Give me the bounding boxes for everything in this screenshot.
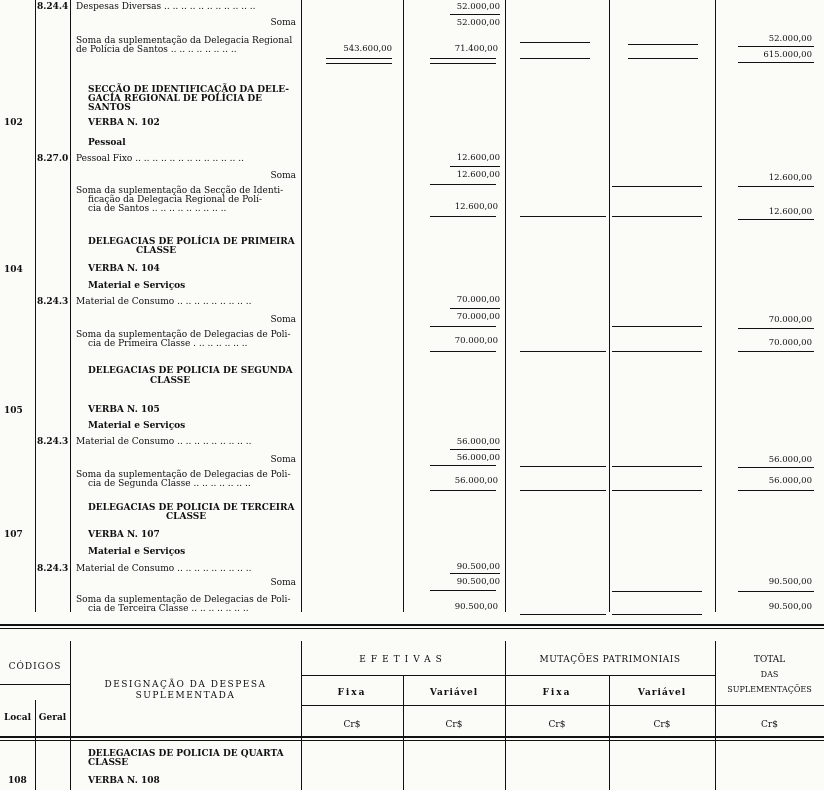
col-rule-designation: [301, 0, 302, 612]
soma-variavel-value: 12.600,00: [456, 170, 500, 180]
item-code: 8.24.3: [37, 437, 69, 447]
col-rule-fixa: [403, 0, 404, 612]
soma-label: Soma: [270, 578, 296, 588]
rule: [301, 705, 824, 706]
grand-total-value: 70.000,00: [768, 315, 812, 325]
total-label-line1: Soma da suplementação da Secção de Identi-: [76, 186, 284, 196]
grand-total-value: 12.600,00: [768, 207, 812, 217]
soma-label: Soma: [270, 18, 296, 28]
rule: [520, 490, 606, 491]
soma-label: Soma: [270, 171, 296, 181]
header-geral: Geral: [38, 713, 67, 723]
section-heading: CLASSE: [150, 376, 191, 386]
col-rule-variavel: [505, 0, 506, 612]
rule: [430, 490, 496, 491]
col-rule-local: [35, 0, 36, 612]
table-top-rule: [0, 624, 824, 626]
grand-total-value: 90.500,00: [768, 577, 812, 587]
soma-label: Soma: [270, 455, 296, 465]
rule: [738, 490, 814, 491]
grand-total-value: 90.500,00: [768, 602, 812, 612]
subheading: Material e Serviços: [88, 281, 186, 291]
rule: [520, 58, 590, 59]
verba-label: VERBA N. 104: [88, 264, 160, 274]
variavel-value: 56.000,00: [456, 437, 500, 447]
section-heading: CLASSE: [88, 758, 129, 768]
total-label-line1: Soma da suplementação de Delegacias de Poli-: [76, 595, 291, 605]
header-local: Local: [3, 713, 32, 723]
total-label-line2: ficação da Delegacia Regional de Polí-: [88, 195, 263, 205]
rule: [628, 44, 698, 45]
item-code: 8.24.4: [37, 2, 69, 12]
item-label: Material de Consumo .. .. .. .. .. .. .. .. ..: [76, 564, 252, 574]
soma-variavel-value: 52.000,00: [456, 18, 500, 28]
total-label-line2: cia de Segunda Classe .. .. .. .. .. .. ..: [88, 479, 251, 489]
unit-label: Cr$: [548, 720, 566, 730]
header-total: DAS: [760, 670, 779, 679]
rule: [612, 614, 702, 615]
grand-total-value: 615.000,00: [763, 50, 812, 60]
total-variavel-value: 71.400,00: [454, 44, 498, 54]
header-fixa: Fixa: [542, 688, 572, 698]
rule: [612, 351, 702, 352]
verba-label: VERBA N. 107: [88, 530, 160, 540]
rule: [430, 590, 496, 591]
col-rule-mut-fixa: [609, 0, 610, 612]
grand-total-value: 56.000,00: [768, 455, 812, 465]
unit-label: Cr$: [761, 720, 778, 730]
header-fixa: Fixa: [337, 688, 367, 698]
item-code: 8.24.3: [37, 297, 69, 307]
hdr-rule: [70, 641, 71, 790]
item-label: Despesas Diversas .. .. .. .. .. .. .. .. .. .. ..: [76, 2, 256, 12]
header-efetivas: EFETIVAS: [359, 655, 447, 665]
verba-code: 108: [8, 776, 27, 786]
rule: [520, 466, 606, 467]
unit-label: Cr$: [343, 720, 361, 730]
soma-label: Soma: [270, 315, 296, 325]
rule: [612, 216, 702, 217]
rule: [612, 591, 702, 592]
col-rule-mut-variavel: [715, 0, 716, 612]
total-label-line3: cia de Santos .. .. .. .. .. .. .. .. ..: [88, 204, 227, 214]
rule: [0, 684, 70, 685]
rule: [430, 326, 496, 327]
rule: [326, 58, 392, 59]
section-heading: CLASSE: [166, 512, 207, 522]
section-heading: DELEGACIAS DE POLICIA DE SEGUNDA: [88, 366, 293, 376]
verba-label: VERBA N. 108: [88, 776, 160, 786]
subheading: Material e Serviços: [88, 547, 186, 557]
grand-total-value: 12.600,00: [768, 173, 812, 183]
rule: [612, 326, 702, 327]
header-total: TOTAL: [753, 655, 786, 665]
total-label-line2: cia de Primeira Classe . .. .. .. .. .. ..: [88, 339, 248, 349]
section-heading: DELEGACIAS DE POLÍCIA DE PRIMEIRA: [88, 237, 295, 247]
rule: [520, 42, 590, 43]
total-variavel-value: 56.000,00: [454, 476, 498, 486]
rule: [738, 186, 814, 187]
unit-label: Cr$: [653, 720, 671, 730]
section-heading: SANTOS: [88, 103, 131, 113]
fixa-value: 543.600,00: [343, 44, 392, 54]
rule: [450, 308, 500, 309]
header-bottom-rule-2: [0, 740, 824, 741]
rule: [738, 46, 814, 47]
rule: [450, 14, 500, 15]
rule: [450, 166, 500, 167]
rule: [520, 614, 606, 615]
variavel-value: 70.000,00: [456, 295, 500, 305]
item-label: Pessoal Fixo .. .. .. .. .. .. .. .. .. .. .. .. ..: [76, 154, 244, 164]
rule: [520, 216, 606, 217]
variavel-value: 12.600,00: [456, 153, 500, 163]
total-label-line2: cia de Terceira Classe .. .. .. .. .. .. ..: [88, 604, 249, 614]
verba-label: VERBA N. 102: [88, 118, 160, 128]
item-code: 8.24.3: [37, 564, 69, 574]
rule: [326, 63, 392, 64]
header-designacao: DESIGNAÇÃO DA DESPESA: [104, 680, 267, 690]
grand-total-value: 52.000,00: [768, 34, 812, 44]
rule: [450, 449, 500, 450]
rule: [738, 351, 814, 352]
rule: [430, 351, 496, 352]
item-label: Material de Consumo .. .. .. .. .. .. .. .. ..: [76, 297, 252, 307]
verba-label: VERBA N. 105: [88, 405, 160, 415]
total-variavel-value: 12.600,00: [454, 202, 498, 212]
unit-label: Cr$: [445, 720, 463, 730]
total-label-line1: Soma da suplementação de Delegacias de Poli-: [76, 470, 291, 480]
rule: [430, 58, 496, 59]
rule: [738, 62, 814, 63]
header-mutacoes: MUTAÇÕES PATRIMONIAIS: [539, 655, 681, 665]
verba-code: 107: [4, 530, 23, 540]
rule: [450, 573, 500, 574]
rule: [738, 467, 814, 468]
section-heading: CLASSE: [136, 246, 177, 256]
rule: [301, 675, 715, 676]
rule: [430, 63, 496, 64]
rule: [738, 328, 814, 329]
header-variavel: Variável: [429, 688, 479, 698]
header-variavel: Variável: [637, 688, 687, 698]
table-top-rule-2: [0, 628, 824, 629]
section-heading: GACIA REGIONAL DE POLÍCIA DE: [88, 94, 263, 104]
rule: [612, 466, 702, 467]
col-rule-geral: [70, 0, 71, 612]
grand-total-value: 56.000,00: [768, 476, 812, 486]
section-heading: DELEGACIAS DE POLICIA DE QUARTA: [88, 749, 284, 759]
header-codigos: CÓDIGOS: [8, 662, 62, 672]
total-label-line1: Soma da suplementação da Delegacia Regional: [76, 36, 293, 46]
total-variavel-value: 70.000,00: [454, 336, 498, 346]
item-label: Material de Consumo .. .. .. .. .. .. .. .. ..: [76, 437, 252, 447]
total-label-line1: Soma da suplementação de Delegacias de Poli-: [76, 330, 291, 340]
rule: [612, 186, 702, 187]
rule: [628, 58, 698, 59]
variavel-value: 52.000,00: [456, 2, 500, 12]
subheading: Pessoal: [88, 138, 126, 148]
verba-code: 102: [4, 118, 23, 128]
item-code: 8.27.0: [37, 154, 69, 164]
section-heading: DELEGACIAS DE POLICIA DE TERCEIRA: [88, 503, 295, 513]
header-bottom-rule: [0, 736, 824, 738]
rule: [430, 216, 496, 217]
grand-total-value: 70.000,00: [768, 338, 812, 348]
rule: [612, 490, 702, 491]
verba-code: 104: [4, 265, 23, 275]
rule: [430, 184, 496, 185]
verba-code: 105: [4, 406, 23, 416]
rule: [430, 465, 496, 466]
soma-variavel-value: 56.000,00: [456, 453, 500, 463]
rule: [520, 351, 606, 352]
soma-variavel-value: 70.000,00: [456, 312, 500, 322]
soma-variavel-value: 90.500,00: [456, 577, 500, 587]
header-designacao: SUPLEMENTADA: [135, 691, 236, 701]
total-variavel-value: 90.500,00: [454, 602, 498, 612]
header-total: SUPLEMENTAÇÕES: [727, 685, 812, 694]
subheading: Material e Serviços: [88, 421, 186, 431]
rule: [738, 219, 814, 220]
total-label-line2: de Polícia de Santos .. .. .. .. .. .. .. ..: [76, 45, 237, 55]
variavel-value: 90.500,00: [456, 562, 500, 572]
section-heading: SECÇÃO DE IDENTIFICAÇÃO DA DELE-: [88, 85, 289, 95]
rule: [738, 591, 814, 592]
